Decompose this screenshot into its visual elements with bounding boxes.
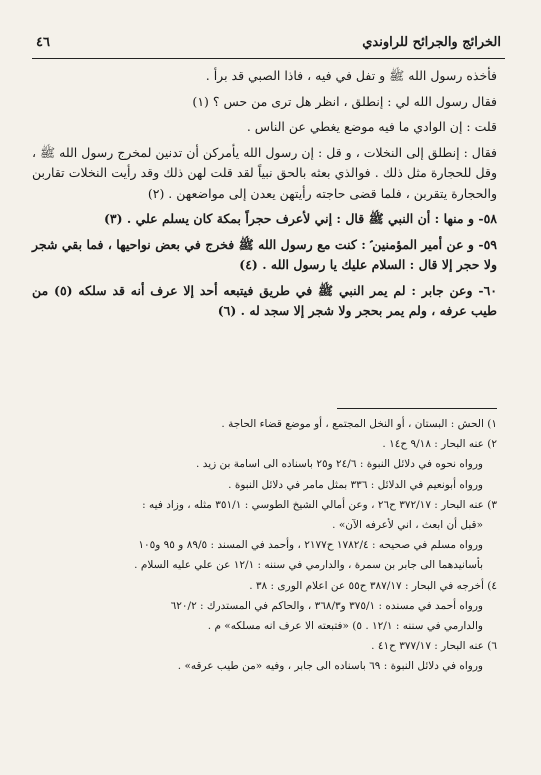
page-number: ٤٦: [36, 34, 50, 50]
footnote-line: ورواه في دلائل النبوة : ٦٩ باسناده الى جابر ، وفيه «من طيب عرقه» .: [177, 660, 483, 673]
body-paragraph: ٥٩- و عن أمير المؤمنين ؑ : كنت مع رسول الله ﷺ فخرج في بعض نواحيها ، فما بقي شجر ولا حجر إلا قال : السلام عليك يا رسول الله . (٤): [32, 236, 497, 272]
footnote-line: ورواه نحوه في دلائل النبوة : ٢٤/٦ و٢٥ باسناده الى اسامة بن زيد .: [196, 458, 483, 471]
body-paragraph: قلت : إن الوادي ما فيه موضع يغطي عن الناس .: [246, 119, 497, 134]
footnote-line: ٣) عنه البحار : ٣٧٢/١٧ ح٢٦ ، وعن أمالي الشيخ الطوسي : ٣٥١/١ مثله ، وزاد فيه :: [142, 498, 497, 511]
body-paragraph: فأخذه رسول الله ﷺ و تفل في فيه ، فاذا الصبي قد برأ .: [205, 68, 497, 83]
footnotes: [32, 414, 497, 677]
footnote-line: ٤) أخرجه في البحار : ٣٨٧/١٧ ح٥٥ عن اعلام الورى : ٣٨ .: [249, 579, 497, 592]
main-text: [32, 66, 497, 327]
body-paragraph: ٥٨- و منها : أن النبي ﷺ قال : إني لأعرف حجراً بمكة كان يسلم علي . (٣): [103, 211, 497, 226]
footnote-line: والدارمي في سننه : ١٢/١ . ٥) «فتبعته الا عرف انه مسلكه» م .: [207, 620, 483, 633]
footnote-line: «قبل أن ابعث ، اني لأعرفه الآن» .: [332, 519, 483, 532]
footnote-divider: [337, 408, 497, 409]
footnote-line: ورواه أحمد في مسنده : ٣٧٥/١ و٣٦٨/٣ ، والحاكم في المستدرك : ٦٢٠/٢: [170, 599, 483, 612]
body-paragraph: ٦٠- وعن جابر : لم يمر النبي ﷺ في طريق فيتبعه أحد إلا عرف أنه قد سلكه (٥) من طيب عرفه ، ولم يمر بحجر ولا شجر إلا سجد له . (٦): [32, 282, 497, 318]
header-divider: [32, 58, 505, 59]
footnote-line: ورواه مسلم في صحيحه : ١٧٨٢/٤ ح٢١٧٧ ، وأحمد في المسند : ٨٩/٥ و ٩٥ و١٠٥: [138, 539, 483, 552]
footnote-line: ٢) عنه البحار : ٩/١٨ ح١٤ .: [382, 438, 497, 451]
footnote-line: ١) الحش : البستان ، أو النخل المجتمع ، أو موضع قضاء الحاجة .: [221, 418, 497, 430]
body-paragraph: فقال رسول الله لي : إنطلق ، انظر هل ترى من حس ؟ (١): [192, 93, 497, 109]
running-title: الخرائج والجرائح للراوندي: [362, 34, 501, 50]
footnote-line: ٦) عنه البحار : ٣٧٧/١٧ ح٤١ .: [371, 640, 497, 653]
footnote-line: ورواه أبونعيم في الدلائل : ٣٣٦ بمثل مامر في دلائل النبوة .: [228, 478, 483, 491]
page-header: [36, 30, 501, 54]
body-paragraph: فقال : إنطلق إلى النخلات ، و قل : إن رسول الله يأمركن أن تدنين لمخرج رسول الله ﷺ ، وقل للحجارة مثل ذلك . فوالذي بعثه بالحق نبياً لقد قلت لهن ذلك وقد رأيت النخلات تقاربن والحجارة يتقربن ، فلما قضى حاجته رأيتهن يعدن إلى مواضعهن . (٢): [32, 144, 497, 201]
footnote-line: بأسانيدهما الى جابر بن سمرة ، والدارمي في سننه : ١٢/١ عن علي عليه السلام .: [134, 559, 483, 572]
